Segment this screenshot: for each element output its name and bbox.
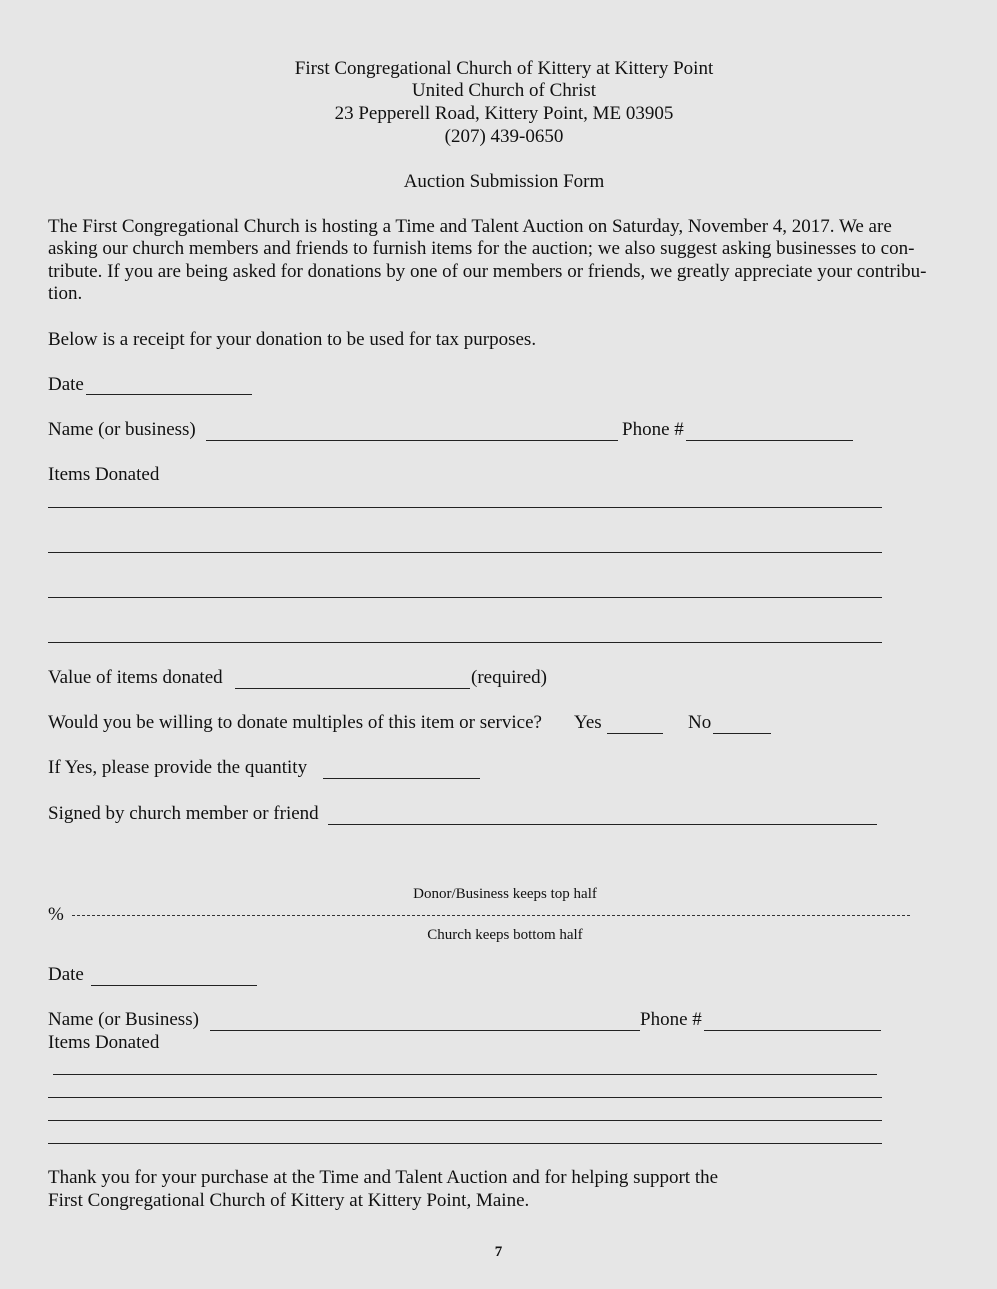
name-field[interactable] (206, 440, 618, 441)
church-phone: (207) 439-0650 (444, 126, 564, 147)
items-donated-line-1[interactable] (48, 507, 882, 508)
signature-field[interactable] (328, 824, 877, 825)
receipt-items-label: Items Donated (48, 1032, 160, 1053)
quantity-field[interactable] (323, 778, 480, 779)
church-address: 23 Pepperell Road, Kittery Point, ME 03905 (334, 103, 674, 124)
multiples-question: Would you be willing to donate multiples of this item or service? (48, 712, 542, 733)
receipt-phone-field[interactable] (704, 1030, 881, 1031)
value-required-note: (required) (471, 667, 547, 688)
no-label: No (688, 712, 712, 733)
scissors-icon: % (48, 904, 64, 925)
receipt-items-line-4[interactable] (48, 1143, 882, 1144)
receipt-date-field[interactable] (91, 985, 257, 986)
value-label: Value of items donated (48, 667, 223, 688)
yes-field[interactable] (607, 733, 663, 734)
no-field[interactable] (713, 733, 771, 734)
receipt-date-label: Date (48, 964, 84, 985)
church-name: First Congregational Church of Kittery at Kittery Point (294, 58, 714, 79)
phone-field[interactable] (686, 440, 853, 441)
receipt-items-line-2[interactable] (48, 1097, 882, 1098)
denomination: United Church of Christ (411, 80, 597, 101)
thanks-line-2: First Congregational Church of Kittery at Kittery Point, Maine. (48, 1190, 530, 1211)
donor-keeps-note: Donor/Business keeps top half (413, 886, 597, 902)
page-number: 7 (494, 1244, 503, 1260)
intro-line-1: The First Congregational Church is hosting a Time and Talent Auction on Saturday, November 4, 2017. We are (48, 216, 892, 237)
receipt-note: Below is a receipt for your donation to be used for tax purposes. (48, 329, 537, 350)
intro-line-4: tion. (48, 283, 83, 304)
receipt-name-field[interactable] (210, 1030, 640, 1031)
thanks-line-1: Thank you for your purchase at the Time and Talent Auction and for helping support the (48, 1167, 719, 1188)
items-donated-line-4[interactable] (48, 642, 882, 643)
items-donated-label: Items Donated (48, 464, 160, 485)
quantity-label: If Yes, please provide the quantity (48, 757, 308, 778)
intro-line-3: tribute. If you are being asked for donations by one of our members or friends, we greatly appreciate your contribu- (48, 261, 927, 282)
form-title: Auction Submission Form (403, 171, 605, 192)
signed-label: Signed by church member or friend (48, 803, 319, 824)
intro-line-2: asking our church members and friends to furnish items for the auction; we also suggest asking businesses to con- (48, 238, 915, 259)
items-donated-line-2[interactable] (48, 552, 882, 553)
name-label: Name (or business) (48, 419, 196, 440)
date-field[interactable] (86, 394, 252, 395)
receipt-name-label: Name (or Business) (48, 1009, 199, 1030)
receipt-items-line-1[interactable] (53, 1074, 877, 1075)
phone-label: Phone # (622, 419, 684, 440)
church-keeps-note: Church keeps bottom half (427, 927, 583, 943)
receipt-items-line-3[interactable] (48, 1120, 882, 1121)
cut-line (72, 915, 910, 916)
receipt-phone-label: Phone # (640, 1009, 702, 1030)
yes-label: Yes (574, 712, 602, 733)
date-label: Date (48, 374, 84, 395)
items-donated-line-3[interactable] (48, 597, 882, 598)
value-field[interactable] (235, 688, 470, 689)
